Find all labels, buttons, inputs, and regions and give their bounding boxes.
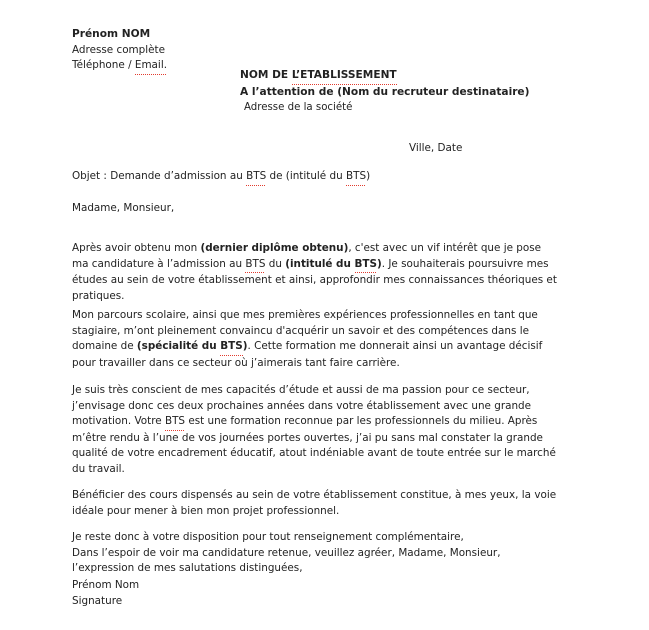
recipient-address: Adresse de la société xyxy=(244,102,353,114)
p1-seg4: . Je souhaiterais poursuivre mes études au sein de votre établissement et ainsi, approfondir mes connaissances théoriques et pratiques. xyxy=(72,257,557,302)
p2-placeholder-specialty-close: ) xyxy=(242,340,248,353)
signature-block xyxy=(72,578,139,609)
subject-suffix: ) xyxy=(366,170,371,182)
subject-term-bts-2: BTS xyxy=(346,169,366,186)
p1-placeholder-bts-title-term: BTS xyxy=(355,257,378,274)
sender-contact xyxy=(72,58,167,75)
p1-placeholder-diploma: (dernier diplôme obtenu) xyxy=(200,242,349,254)
sender-name: Prénom NOM xyxy=(72,28,151,40)
recipient-org-prefix: NOM DE xyxy=(240,69,292,81)
place-and-date: Ville, Date xyxy=(409,142,463,154)
p2-seg1: Mon parcours scolaire, ainsi que mes premières expériences professionnelles en tant que stagiaire, m’ont pleinement convaincu d'acquérir un savoir et des compétences dans le domaine de xyxy=(72,309,538,353)
p2-placeholder-specialty-open: (spécialité du xyxy=(136,340,221,353)
closing-block xyxy=(72,530,558,577)
p1-seg1: Après avoir obtenu mon xyxy=(72,242,201,254)
body-paragraph-4: Bénéficier des cours dispensés au sein de votre établissement constitue, à mes yeux, la voie idéale pour mener à bien mon projet professionnel. xyxy=(72,489,557,517)
p1-placeholder-bts-title-open: (intitulé du xyxy=(285,257,355,270)
sender-contact-prefix: Téléphone / xyxy=(72,59,135,72)
p1-seg3: du xyxy=(265,257,286,270)
recipient-organization xyxy=(240,68,529,85)
signature-label: Signature xyxy=(72,594,123,607)
body-paragraph-2 xyxy=(72,308,558,371)
body-paragraph-3 xyxy=(72,383,558,478)
sender-email-misspelled: Email. xyxy=(135,58,167,75)
p3-seg2: est une formation reconnue par les professionnels du milieu. Après m’être rendu à l’une de vos journées portes ouvertes, j’ai pu sans mal constater la grande qualité de votre encadrement éducatif, atout indéniable avant de toute entrée sur le marché du travail. xyxy=(72,415,556,475)
p3-seg1: Je suis très conscient de mes capacités d’étude et aussi de ma passion pour ce secteur, j’envisage donc ces deux prochaines années dans votre établissement avec une grande motivation. Votre xyxy=(72,384,532,428)
subject-line xyxy=(72,169,370,186)
p2-seg2: . Cette formation me donnerait ainsi un avantage décisif pour travailler dans ce secteur où j’aimerais tant faire carrière. xyxy=(72,340,543,369)
sender-address: Adresse complète xyxy=(72,43,166,56)
recipient-org-misspelled: L’ETABLISSEMENT xyxy=(292,68,397,85)
salutation: Madame, Monsieur, xyxy=(72,202,175,214)
closing-line-2: Dans l’espoir de voir ma candidature retenue, veuillez agréer, Madame, Monsieur, l’expression de mes salutations distinguées, xyxy=(72,546,504,575)
p1-seg2: , c'est avec un vif intérêt que je pose ma candidature à l’admission au xyxy=(72,242,542,270)
p2-placeholder-specialty-term: BTS xyxy=(220,339,243,356)
closing-line-1: Je reste donc à votre disposition pour tout renseignement complémentaire, xyxy=(72,531,464,543)
p1-placeholder-bts-title-close: ) xyxy=(377,257,382,270)
body-paragraph-1 xyxy=(72,241,558,304)
subject-term-bts-1: BTS xyxy=(246,169,266,186)
signature-name: Prénom Nom xyxy=(72,579,140,591)
recipient-attention: A l’attention de (Nom du recruteur destinataire) xyxy=(240,85,530,98)
recipient-block xyxy=(240,68,529,116)
subject-middle: de (intitulé du xyxy=(266,170,346,182)
p1-term-bts-1: BTS xyxy=(245,257,265,274)
sender-block xyxy=(72,27,167,75)
subject-label: Objet : Demande d’admission au xyxy=(72,170,247,182)
p3-term-bts: BTS xyxy=(165,414,185,431)
